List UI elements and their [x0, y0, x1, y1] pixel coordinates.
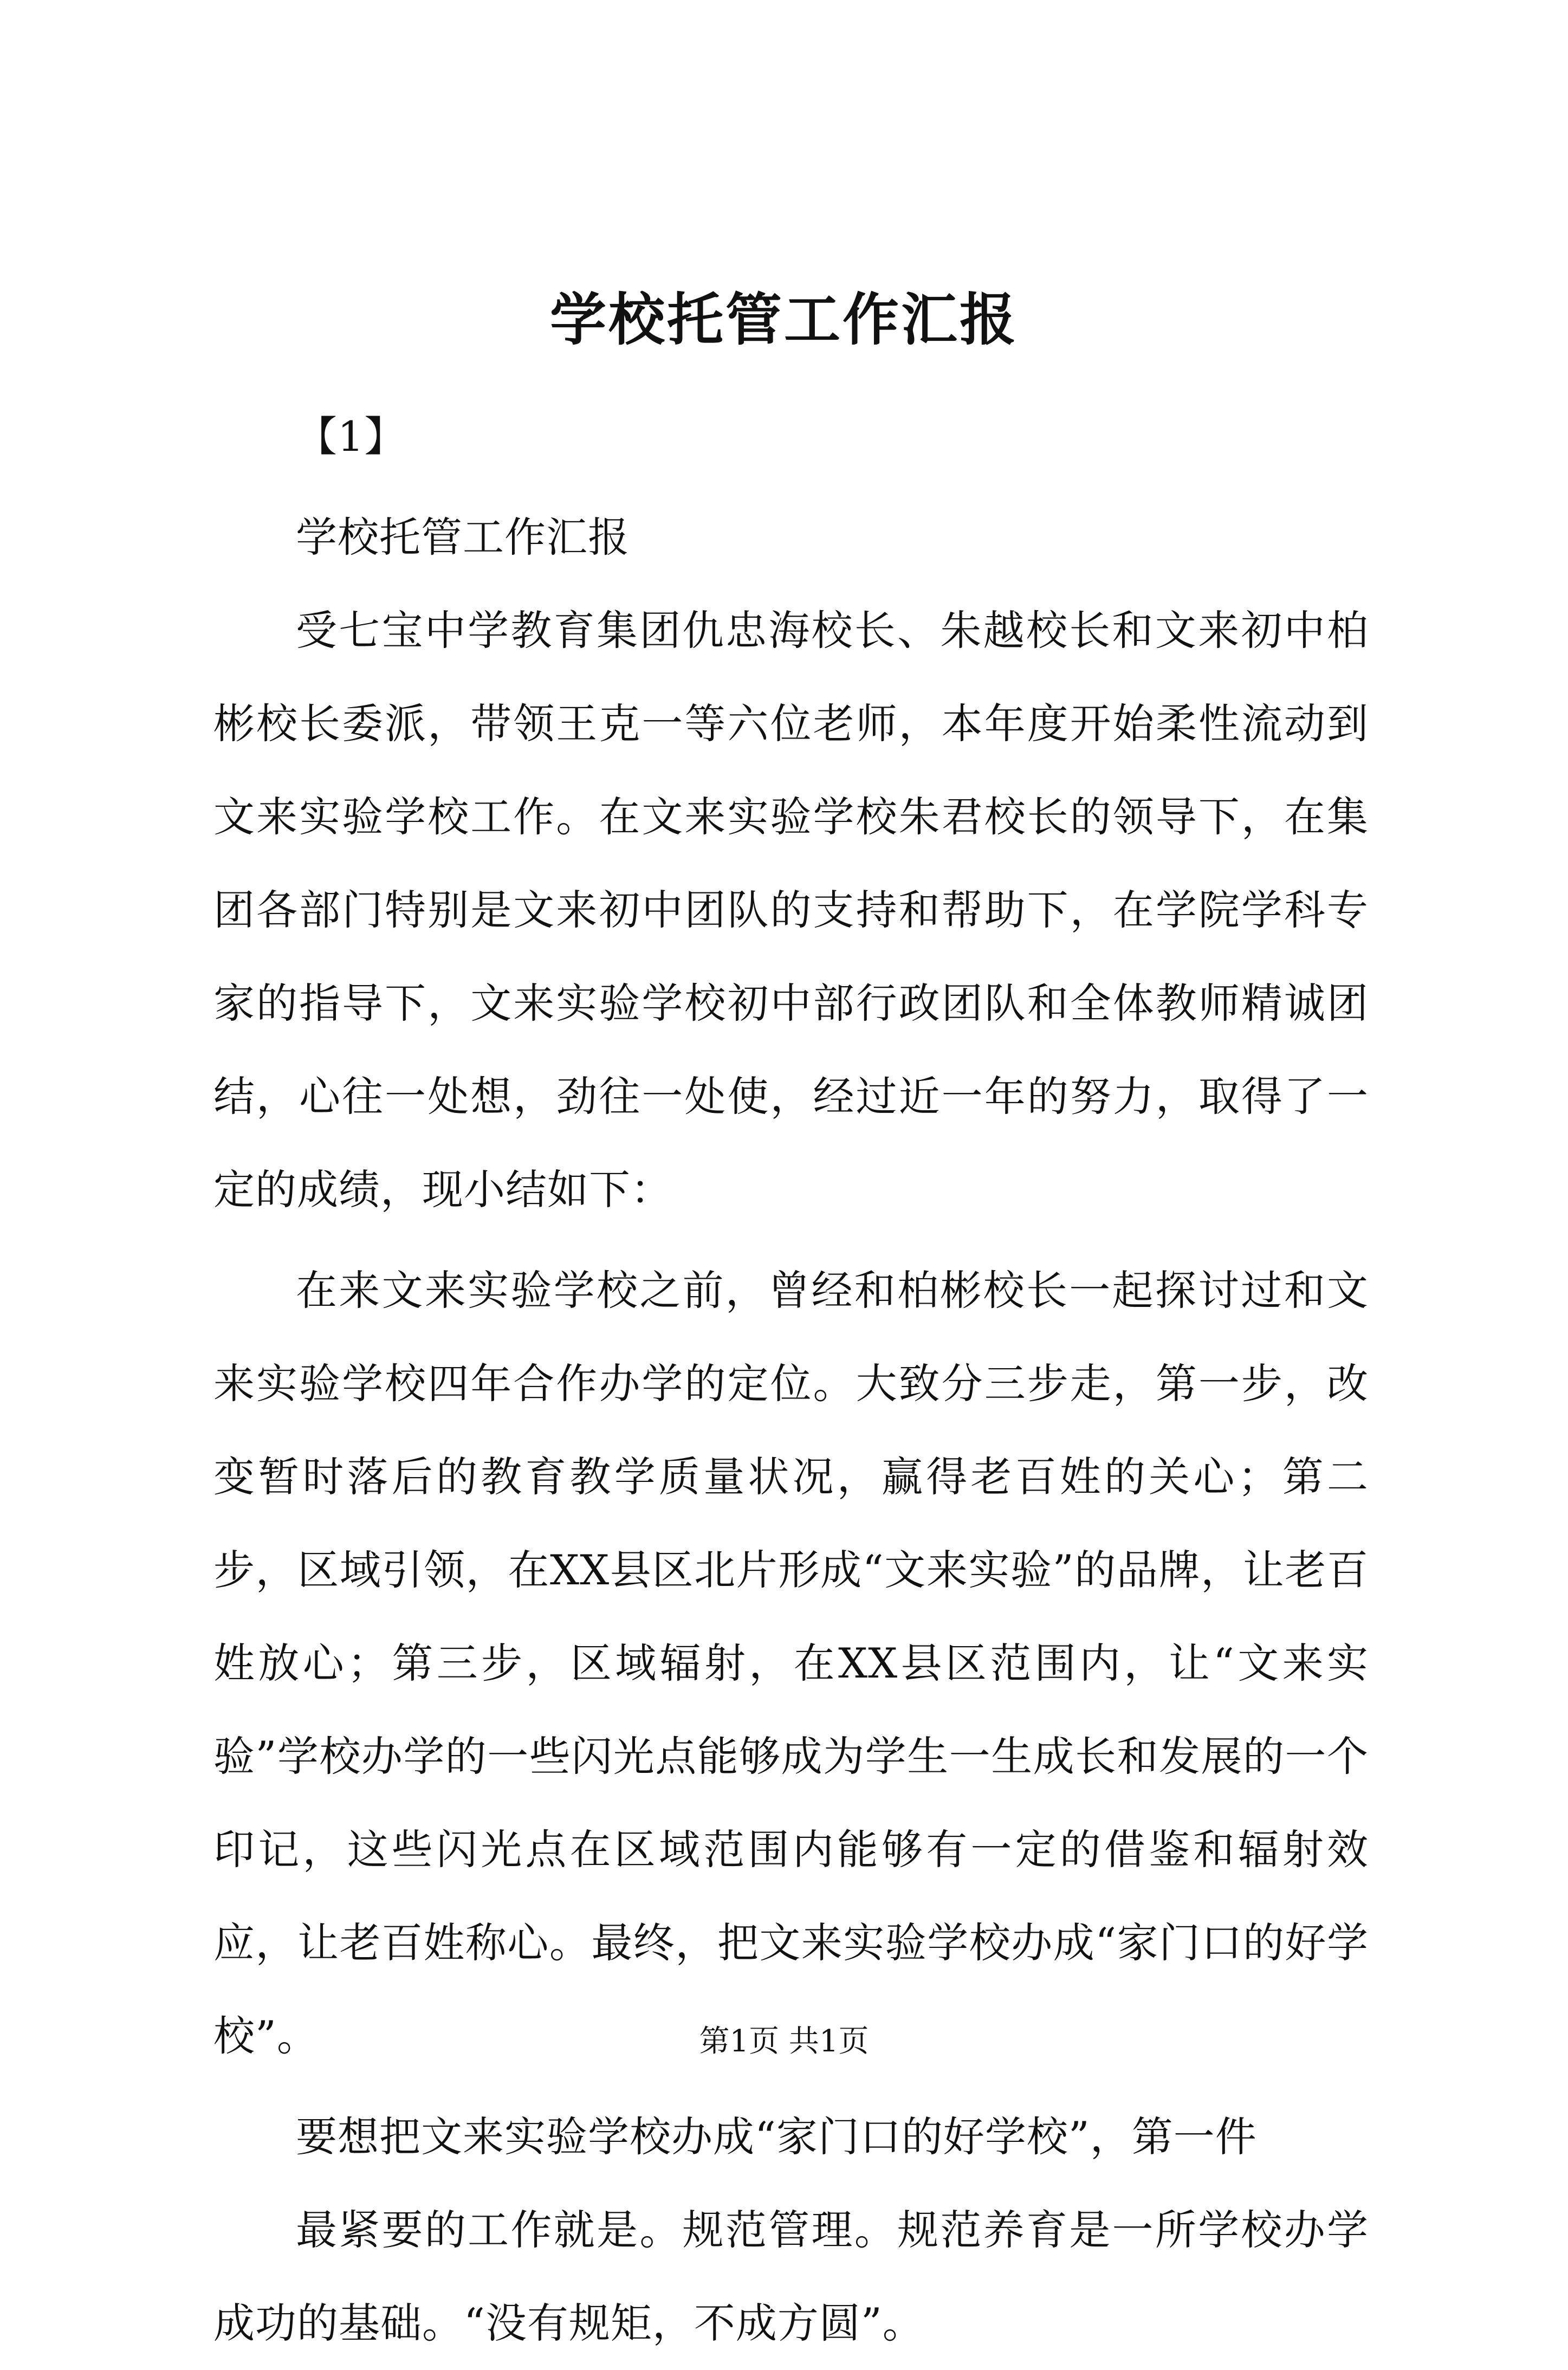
page-footer: 第1页 共1页 — [699, 2024, 869, 2059]
paragraph: 最紧要的工作就是。规范管理。规范养育是一所学校办学成功的基础。“没有规矩，不成方圆”。 — [213, 2206, 1369, 2347]
paragraph: 要想把文来实验学校办成“家门口的好学校”，第一件 — [296, 2113, 1257, 2161]
document-body — [213, 390, 1369, 2370]
document-title: 学校托管工作汇报 — [549, 286, 1018, 353]
document-subtitle: 学校托管工作汇报 — [296, 513, 630, 561]
paragraph: 受七宝中学教育集团仇忠海校长、朱越校长和文来初中柏彬校长委派，带领王克一等六位老师，本年度开始柔性流动到文来实验学校工作。在文来实验学校朱君校长的领导下，在集团各部门特别是文来初中团队的支持和帮助下，在学院学科专家的指导下，文来实验学校初中部行政团队和全体教师精诚团结，心往一处想，劲往一处使，经过近一年的努力，取得了一定的成绩，现小结如下： — [213, 606, 1369, 1214]
paragraph: 在来文来实验学校之前，曾经和柏彬校长一起探讨过和文来实验学校四年合作办学的定位。大致分三步走，第一步，改变暂时落后的教育教学质量状况，赢得老百姓的关心；第二步，区域引领，在XX县区北片形成“文来实验”的品牌，让老百姓放心；第三步，区域辐射，在XX县区范围内，让“文来实验”学校办学的一些闪光点能够成为学生一生成长和发展的一个印记，这些闪光点在区域范围内能够有一定的借鉴和辐射效应，让老百姓称心。最终，把文来实验学校办成“家门口的好学校”。 — [213, 1266, 1369, 2060]
section-marker: 【1】 — [296, 412, 406, 461]
